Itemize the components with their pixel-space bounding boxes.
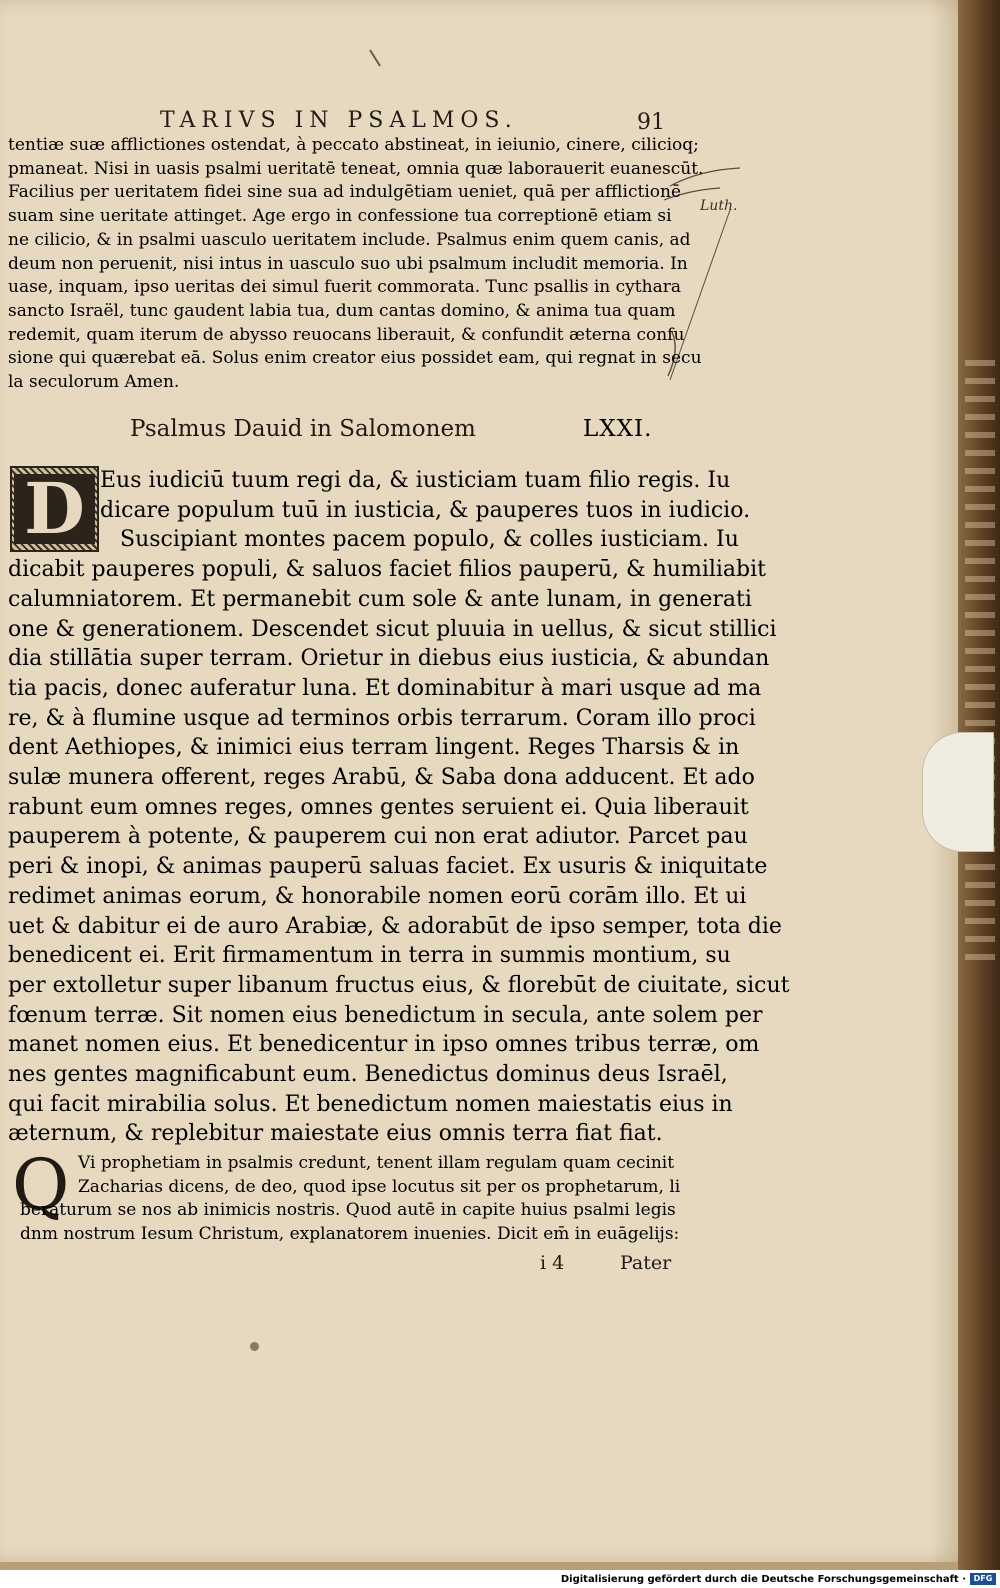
text-line: sancto Israël, tunc gaudent labia tua, dum cantas domino, & anima tua quam (8, 300, 676, 321)
text-line: Suscipiant montes pacem populo, & colles iusticiam. Iu (120, 527, 739, 553)
text-line: tentiæ suæ afflictiones ostendat, à peccato abstineat, in ieiunio, cinere, cilicioq; (8, 135, 699, 155)
text-line: uet & dabitur ei de auro Arabiæ, & adorabūt de ipso semper, tota die (8, 913, 782, 939)
psalm-number: LXXI. (583, 416, 653, 442)
commentary-paragraph (8, 1144, 681, 1246)
text-line: dicabit pauperes populi, & saluos faciet filios pauperū, & humiliabit (8, 557, 767, 583)
text-line: fœnum terræ. Sit nomen eius benedictum in secula, ante solem per (8, 1002, 763, 1028)
text-line: dnm nostrum Iesum Christum, explanatorem inuenies. Dicit em̄ in euāgelijs: (20, 1223, 680, 1244)
text-line: pmaneat. Nisi in uasis psalmi ueritatē teneat, omnia quæ laborauerit euanescūt. (8, 158, 704, 179)
text-line: æternum, & replebitur maiestate eius omnis terra fiat fiat. (8, 1121, 663, 1147)
text-line: rabunt eum omnes reges, omnes gentes seruient ei. Quia liberauit (8, 794, 749, 820)
text-line: benedicent ei. Erit firmamentum in terra in summis montium, su (8, 943, 731, 969)
text-line: la seculorum Amen. (8, 372, 180, 393)
text-line: peri & inopi, & animas pauperū saluas faciet. Ex usuris & iniquitate (8, 854, 768, 880)
text-line: one & generationem. Descendet sicut pluuia in uellus, & sicut stillici (8, 616, 777, 642)
text-line: ne cilicio, & in psalmi uasculo ueritatem include. Psalmus enim quem canis, ad (8, 229, 691, 250)
text-line: Zacharias dicens, de deo, quod ipse locutus sit per os prophetarum, li (78, 1176, 681, 1197)
signature-mark: i 4 (540, 1252, 565, 1274)
text-line: re, & à flumine usque ad terminos orbis terrarum. Coram illo proci (8, 705, 756, 731)
page-clip (922, 732, 994, 852)
text-line: redimet animas eorum, & honorabile nomen eorū corām illo. Et ui (8, 883, 747, 909)
commentary-initial: Q (12, 1144, 70, 1226)
text-line: suam sine ueritate attinget. Age ergo in confessione tua correptionē etiam si (8, 206, 672, 227)
binding-texture (965, 360, 995, 960)
text-line: dicare populum tuū in iusticia, & pauperes tuos in iudicio. (100, 497, 751, 523)
text-line: manet nomen eius. Et benedicentur in ipso omnes tribus terræ, om (8, 1032, 760, 1058)
text-line: sione qui quærebat eā. Solus enim creator eius possidet eam, qui regnat in secu (8, 348, 702, 369)
running-title: TARIVS IN PSALMOS. (160, 108, 518, 133)
paper-spot (250, 1342, 259, 1351)
text-line: calumniatorem. Et permanebit cum sole & ante lunam, in generati (8, 586, 752, 612)
psalm-title: Psalmus Dauid in Salomonem (130, 416, 476, 442)
text-line: qui facit mirabilia solus. Et benedictum nomen maiestatis eius in (8, 1091, 733, 1117)
text-line: tia pacis, donec auferatur luna. Et dominabitur à mari usque ad ma (8, 675, 762, 701)
initial-letter: D (14, 474, 95, 544)
ink-mark-icon (368, 48, 382, 68)
text-line: beraturum se nos ab inimicis nostris. Quod autē in capite huius psalmi legis (20, 1200, 676, 1220)
text-line: deum non peruenit, nisi intus in uasculo suo ubi psalmum includit memoria. In (8, 253, 688, 274)
text-line: Eus iudiciū tuum regi da, & iusticiam tuam filio regis. Iu (100, 468, 731, 493)
text-line: sulæ munera offerent, reges Arabū, & Saba dona adducent. Et ado (8, 765, 755, 791)
text-line: per extolletur super libanum fructus eius, & florebūt de ciuitate, sicut (8, 972, 790, 998)
footer-credit: Digitalisierung gefördert durch die Deutsche Forschungsgemeinschaft · (560, 1574, 966, 1585)
margin-note-luth: Luth. (700, 198, 738, 214)
text-line: Facilius per ueritatem fidei sine sua ad indulgētiam ueniet, quā per afflictionē (8, 182, 682, 203)
psalm-body (8, 466, 790, 1149)
folio-number: 91 (637, 110, 665, 135)
text-line: redemit, quam iterum de abysso reuocans liberauit, & confundit æterna confu (8, 324, 685, 345)
text-line: Vi prophetiam in psalmis credunt, tenent illam regulam quam cecinit (78, 1153, 675, 1173)
digitization-footer (0, 1570, 1000, 1588)
decorated-initial (10, 466, 99, 552)
text-line: dia stillātia super terram. Orietur in diebus eius iusticia, & abundan (8, 646, 770, 672)
text-line: uase, inquam, ipso ueritas dei simul fuerit commorata. Tunc psallis in cythara (8, 277, 681, 298)
text-line: dent Aethiopes, & inimici eius terram lingent. Reges Tharsis & in (8, 735, 740, 761)
text-line: nes gentes magnificabunt eum. Benedictus dominus deus Israēl, (8, 1062, 728, 1088)
text-line: pauperem à potente, & pauperem cui non erat adiutor. Parcet pau (8, 824, 748, 850)
paragraph-closing (8, 134, 704, 395)
dfg-logo: DFG (970, 1573, 996, 1585)
catchword: Pater (620, 1252, 672, 1274)
